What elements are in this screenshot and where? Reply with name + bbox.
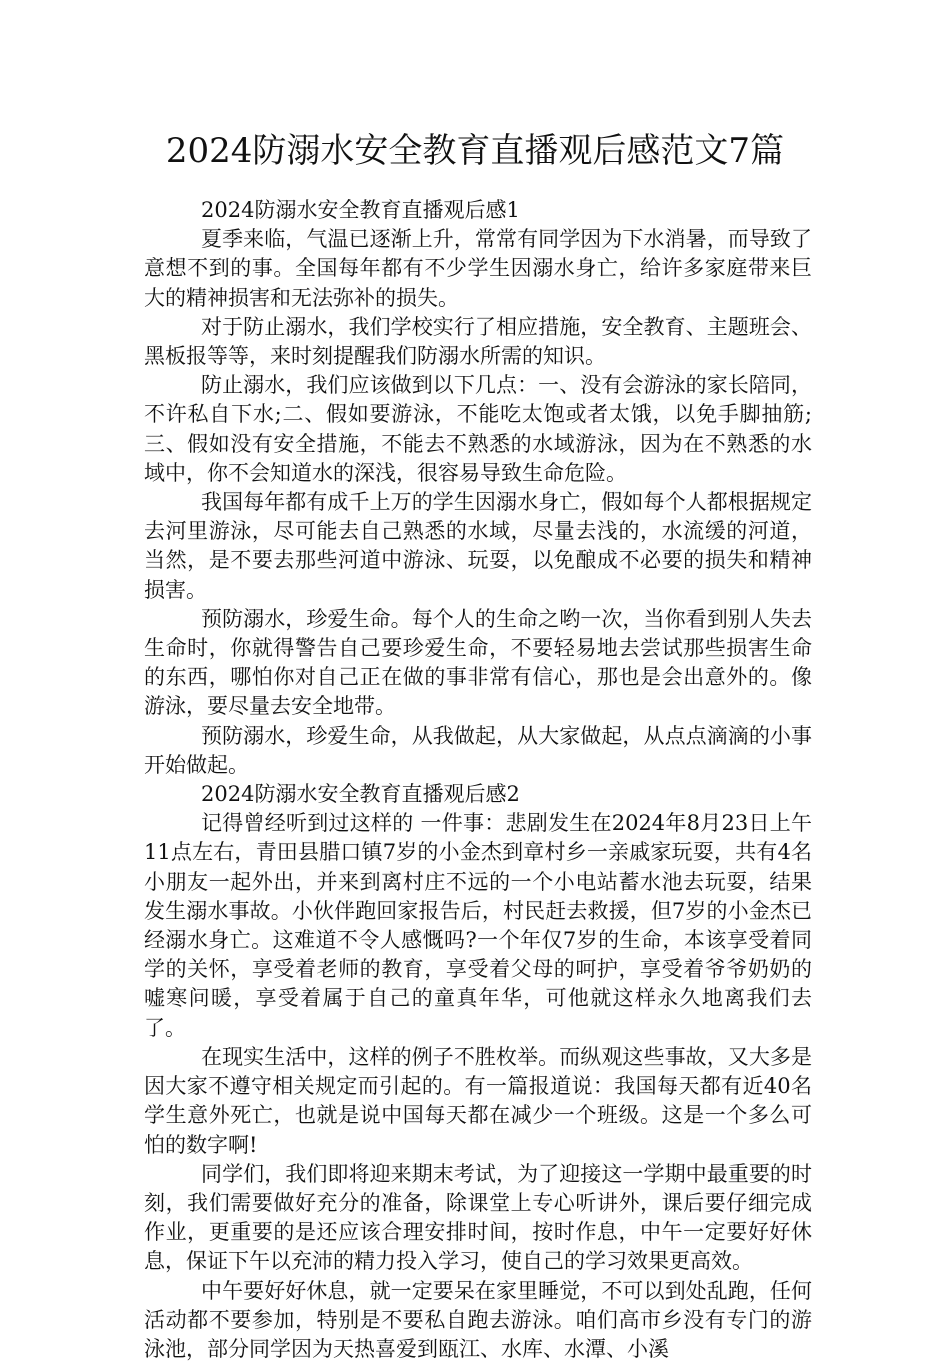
paragraph: 记得曾经听到过这样的 一件事：悲剧发生在2024年8月23日上午11点左右，青田县腊口镇7岁的小金杰到章村乡一亲戚家玩耍，共有4名小朋友一起外出，并来到离村庄不远的一个小电站蓄水池去玩耍，结果发生溺水事故。小伙伴跑回家报告后，村民赶去救援，但7岁的小金杰已经溺水身亡。这难道不令人感慨吗?一个年仅7岁的生命，本该享受着同学的关怀，享受着老师的教育，享受着父母的呵护，享受着爷爷奶奶的嘘寒问暖，享受着属于自己的童真年华，可他就这样永久地离我们去了。 [144,811,812,1040]
paragraph: 在现实生活中，这样的例子不胜枚举。而纵观这些事故，又大多是因大家不遵守相关规定而引起的。有一篇报道说：我国每天都有近40名学生意外死亡，也就是说中国每天都在减少一个班级。这是一个多么可怕的数字啊! [144,1044,812,1157]
paragraph: 同学们，我们即将迎来期末考试，为了迎接这一学期中最重要的时刻，我们需要做好充分的准备，除课堂上专心听讲外，课后要仔细完成作业，更重要的是还应该合理安排时间，按时作息，中午一定要好好休息，保证下午以充沛的精力投入学习，使自己的学习效果更高效。 [144,1161,812,1274]
section-heading: 2024防溺水安全教育直播观后感2 [201,782,520,807]
section-heading: 2024防溺水安全教育直播观后感1 [201,198,520,222]
paragraph: 我国每年都有成千上万的学生因溺水身亡，假如每个人都根据规定去河里游泳，尽可能去自己熟悉的水域，尽量去浅的，水流缓的河道，当然，是不要去那些河道中游泳、玩耍，以免酿成不必要的损失和精神损害。 [144,490,812,602]
paragraph: 中午要好好休息，就一定要呆在家里睡觉，不可以到处乱跑，任何活动都不要参加，特别是不要私自跑去游泳。咱们高市乡没有专门的游泳池，部分同学因为天热喜爱到瓯江、水库、水潭、小溪 [144,1278,812,1361]
paragraph: 对于防止溺水，我们学校实行了相应措施，安全教育、主题班会、黑板报等等，来时刻提醒我们防溺水所需的知识。 [144,314,812,369]
paragraph: 夏季来临，气温已逐渐上升，常常有同学因为下水消暑，而导致了意想不到的事。全国每年都有不少学生因溺水身亡，给许多家庭带来巨大的精神损害和无法弥补的损失。 [144,227,812,310]
paragraph: 防止溺水，我们应该做到以下几点：一、没有会游泳的家长陪同，不许私自下水;二、假如要游泳，不能吃太饱或者太饿，以免手脚抽筋;三、假如没有安全措施，不能去不熟悉的水域游泳，因为在不熟悉的水域中，你不会知道水的深浅，很容易导致生命危险。 [144,373,812,485]
document-title: 2024防溺水安全教育直播观后感范文7篇 [165,131,785,171]
paragraph: 预防溺水，珍爱生命，从我做起，从大家做起，从点点滴滴的小事开始做起。 [144,723,812,777]
paragraph: 预防溺水，珍爱生命。每个人的生命之哟一次，当你看到别人失去生命时，你就得警告自己要珍爱生命，不要轻易地去尝试那些损害生命的东西，哪怕你对自己正在做的事非常有信心，那也是会出意外的。像游泳，要尽量去安全地带。 [144,606,812,719]
document-body [144,196,812,1364]
